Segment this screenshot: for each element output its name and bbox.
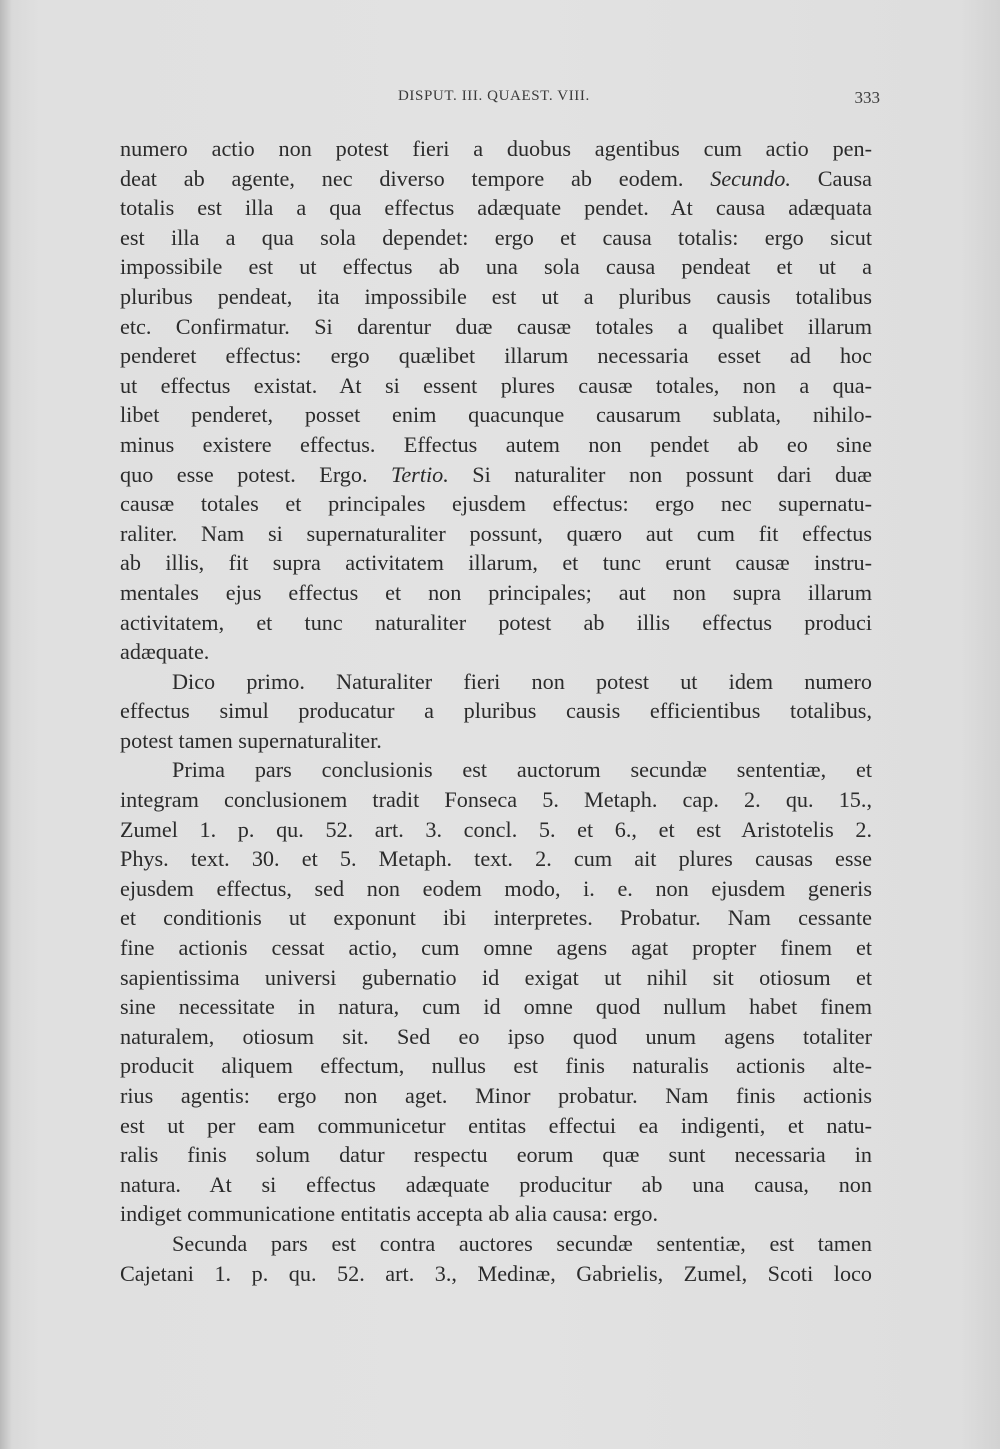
text-line: ralis finis solum datur respectu eorum quæ sunt necessaria in: [120, 1142, 872, 1168]
page-header: [120, 88, 880, 112]
text-line: etc. Confirmatur. Si darentur duæ causæ totales a qualibet illarum: [120, 313, 872, 339]
text-line: integram conclusionem tradit Fonseca 5. Metaph. cap. 2. qu. 15.,: [120, 787, 872, 813]
text-line: natura. At si effectus adæquate producitur ab una causa, non: [120, 1171, 872, 1197]
text-line: causæ totales et principales ejusdem effectus: ergo nec supernatu-: [120, 491, 872, 517]
text-line: est ut per eam communicetur entitas effectui ea indigenti, et natu-: [120, 1112, 872, 1138]
text-line: naturalem, otiosum sit. Sed eo ipso quod unum agens totaliter: [120, 1023, 872, 1049]
text-line: est illa a qua sola dependet: ergo et causa totalis: ergo sicut: [120, 224, 872, 250]
text-line: Zumel 1. p. qu. 52. art. 3. concl. 5. et 6., et est Aristotelis 2.: [120, 816, 872, 842]
text-line: ejusdem effectus, sed non eodem modo, i. e. non ejusdem generis: [120, 875, 872, 901]
text-line: adæquate.: [120, 639, 210, 665]
text-line: sine necessitate in natura, cum id omne quod nullum habet finem: [120, 994, 872, 1020]
text-line: producit aliquem effectum, nullus est finis naturalis actionis alte-: [120, 1053, 872, 1079]
text-line: sapientissima universi gubernatio id exigat ut nihil sit otiosum et: [120, 964, 872, 990]
text-line: mentales ejus effectus et non principales; aut non supra illarum: [120, 579, 872, 605]
text-line: ab illis, fit supra activitatem illarum, et tunc erunt causæ instru-: [120, 550, 872, 576]
text-line: penderet effectus: ergo quælibet illarum necessaria esset ad hoc: [120, 343, 872, 369]
running-head: DISPUT. III. QUAEST. VIII.: [398, 88, 590, 104]
text-line: indiget communicatione entitatis accepta ab alia causa: ergo.: [120, 1201, 659, 1227]
text-line: Dico primo. Naturaliter fieri non potest ut idem numero: [172, 668, 872, 694]
text-line: effectus simul producatur a pluribus causis efficientibus totalibus,: [120, 698, 872, 724]
text-line: minus existere effectus. Effectus autem non pendet ab eo sine: [120, 431, 872, 457]
text-line: fine actionis cessat actio, cum omne agens agat propter finem et: [120, 935, 872, 961]
text-line: rius agentis: ergo non aget. Minor probatur. Nam finis actionis: [120, 1083, 872, 1108]
page-number: 333: [854, 88, 880, 107]
text-line: totalis est illa a qua effectus adæquate pendet. At causa adæquata: [120, 195, 872, 221]
text-line: deat ab agente, nec diverso tempore ab eodem. Secundo. Causa: [120, 165, 872, 191]
text-line: libet penderet, posset enim quacunque causarum sublata, nihilo-: [120, 402, 872, 428]
text-line: quo esse potest. Ergo. Tertio. Si naturaliter non possunt dari duæ: [120, 461, 872, 487]
text-line: Phys. text. 30. et 5. Metaph. text. 2. cum ait plures causas esse: [120, 846, 872, 872]
text-line: Prima pars conclusionis est auctorum secundæ sententiæ, et: [172, 757, 872, 783]
text-line: numero actio non potest fieri a duobus agentibus cum actio pen-: [120, 136, 872, 161]
text-line: impossibile est ut effectus ab una sola causa pendeat et ut a: [120, 254, 872, 280]
text-line: potest tamen supernaturaliter.: [120, 727, 382, 753]
text-line: Cajetani 1. p. qu. 52. art. 3., Medinæ, Gabrielis, Zumel, Scoti loco: [120, 1260, 872, 1286]
text-line: pluribus pendeat, ita impossibile est ut a pluribus causis totalibus: [120, 283, 872, 309]
text-line: activitatem, et tunc naturaliter potest ab illis effectus produci: [120, 609, 872, 635]
body-text: [120, 134, 872, 1288]
text-line: raliter. Nam si supernaturaliter possunt, quæro aut cum fit effectus: [120, 520, 872, 546]
text-line: et conditionis ut exponunt ibi interpretes. Probatur. Nam cessante: [120, 905, 872, 931]
text-line: Secunda pars est contra auctores secundæ sententiæ, est tamen: [172, 1230, 872, 1256]
text-line: ut effectus existat. At si essent plures causæ totales, non a qua-: [120, 372, 872, 398]
